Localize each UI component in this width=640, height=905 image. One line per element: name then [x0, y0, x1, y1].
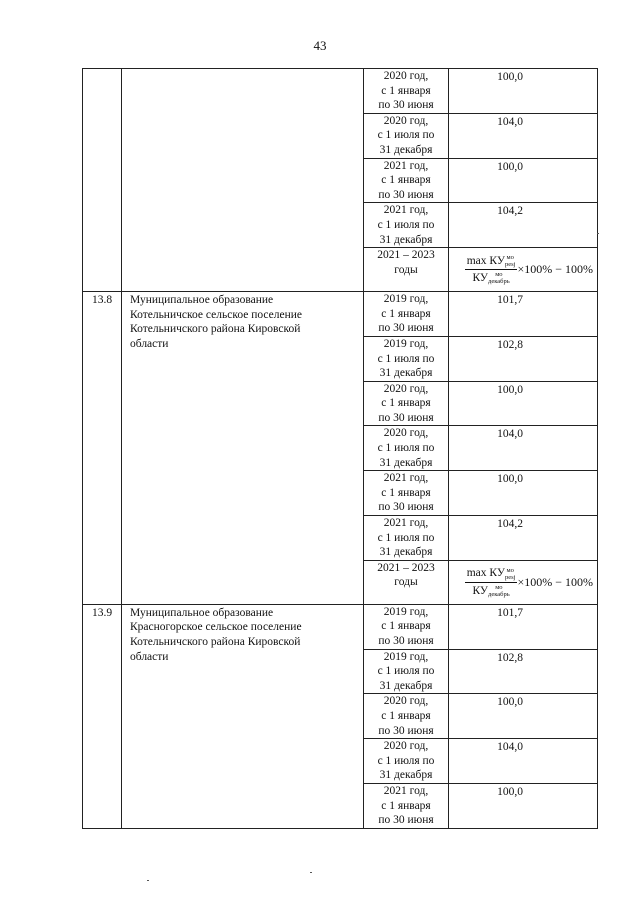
- index-value: 100,0: [497, 160, 523, 173]
- period-cell: 2020 год, с 1 января по 30 июня: [364, 381, 449, 426]
- period-cell: 2021 – 2023 годы: [364, 560, 449, 604]
- formula-den-sup: мо: [495, 584, 503, 592]
- municipality-name: Муниципальное образование Котельничское сельское поселение Котельничского района Кировской области: [122, 292, 364, 605]
- section-number: 13.8: [83, 292, 122, 605]
- value-cell: [449, 248, 598, 292]
- value-cell: [449, 292, 598, 337]
- formula-den-sub: декабрь: [488, 591, 510, 599]
- value-cell: [449, 516, 598, 561]
- section-number: 13.9: [83, 604, 122, 828]
- period-cell: 2020 год, с 1 июля по 31 декабря: [364, 113, 449, 158]
- period-cell: 2019 год, с 1 января по 30 июня: [364, 604, 449, 649]
- formula-denominator: КУ мо декабрь: [472, 271, 510, 286]
- municipality-name: [122, 69, 364, 292]
- formula-sub: pesj: [504, 573, 516, 581]
- formula-fraction: [465, 566, 518, 598]
- value-cell: [449, 113, 598, 158]
- formula: [449, 561, 597, 604]
- formula-rest: ×100% − 100%: [517, 262, 593, 277]
- page-number: 43: [313, 38, 327, 53]
- period-cell: 2021 год, с 1 июля по 31 декабря: [364, 516, 449, 561]
- period-cell: 2019 год, с 1 июля по 31 декабря: [364, 336, 449, 381]
- index-value: 101,7: [497, 606, 523, 619]
- table-row: [83, 604, 598, 649]
- period-cell: 2021 год, с 1 января по 30 июня: [364, 783, 449, 828]
- formula-den-sup: мо: [495, 271, 503, 279]
- formula-denominator: КУ мо декабрь: [472, 584, 510, 599]
- value-cell: [449, 739, 598, 784]
- index-value: 100,0: [497, 473, 523, 486]
- formula-fraction: [465, 254, 518, 286]
- value-cell: [449, 203, 598, 248]
- value-cell: [449, 69, 598, 114]
- index-value: 104,0: [497, 428, 523, 441]
- formula-rest: ×100% − 100%: [517, 575, 593, 590]
- value-cell: [449, 649, 598, 694]
- value-cell: [449, 694, 598, 739]
- formula-sup: мо: [506, 253, 514, 261]
- scan-speck: [597, 233, 599, 234]
- index-value: 100,0: [497, 383, 523, 396]
- scan-speck: [310, 872, 312, 873]
- value-cell: [449, 783, 598, 828]
- municipality-name: Муниципальное образование Красногорское сельское поселение Котельничского района Кировской области: [122, 604, 364, 828]
- index-value: 104,2: [497, 205, 523, 218]
- formula-sub: pesj: [504, 260, 516, 268]
- index-value: 104,2: [497, 518, 523, 531]
- period-cell: 2021 год, с 1 июля по 31 декабря: [364, 203, 449, 248]
- section-number: [83, 69, 122, 292]
- value-cell: [449, 426, 598, 471]
- formula-denominator-indices: [488, 271, 510, 285]
- value-cell: [449, 381, 598, 426]
- period-cell: 2020 год, с 1 января по 30 июня: [364, 694, 449, 739]
- period-cell: 2020 год, с 1 июля по 31 декабря: [364, 426, 449, 471]
- formula-denominator-indices: [488, 584, 510, 598]
- value-cell: [449, 471, 598, 516]
- scan-speck: [147, 880, 149, 881]
- index-value: 104,0: [497, 741, 523, 754]
- period-cell: 2021 год, с 1 января по 30 июня: [364, 158, 449, 203]
- formula-numerator-indices: [505, 254, 515, 268]
- formula-numerator: max КУ мо pesj: [465, 254, 518, 271]
- table-body: [83, 69, 598, 829]
- index-value: 100,0: [497, 696, 523, 709]
- period-cell: 2019 год, с 1 июля по 31 декабря: [364, 649, 449, 694]
- index-value: 100,0: [497, 785, 523, 798]
- period-cell: 2020 год, с 1 января по 30 июня: [364, 69, 449, 114]
- formula-sup: мо: [506, 566, 514, 574]
- value-cell: [449, 158, 598, 203]
- index-value: 101,7: [497, 294, 523, 307]
- period-cell: 2021 – 2023 годы: [364, 248, 449, 292]
- formula: [449, 248, 597, 291]
- index-value: 104,0: [497, 115, 523, 128]
- formula-numerator: max КУ мо pesj: [465, 566, 518, 583]
- period-cell: 2021 год, с 1 января по 30 июня: [364, 471, 449, 516]
- index-value: 102,8: [497, 651, 523, 664]
- table-row: [83, 292, 598, 337]
- formula-den-sub: декабрь: [488, 278, 510, 286]
- index-value: 102,8: [497, 338, 523, 351]
- value-cell: [449, 560, 598, 604]
- period-cell: 2020 год, с 1 июля по 31 декабря: [364, 739, 449, 784]
- period-cell: 2019 год, с 1 января по 30 июня: [364, 292, 449, 337]
- value-cell: [449, 604, 598, 649]
- tariff-table: [82, 68, 598, 829]
- value-cell: [449, 336, 598, 381]
- table-row: [83, 69, 598, 114]
- index-value: 100,0: [497, 71, 523, 83]
- formula-numerator-indices: [505, 567, 515, 581]
